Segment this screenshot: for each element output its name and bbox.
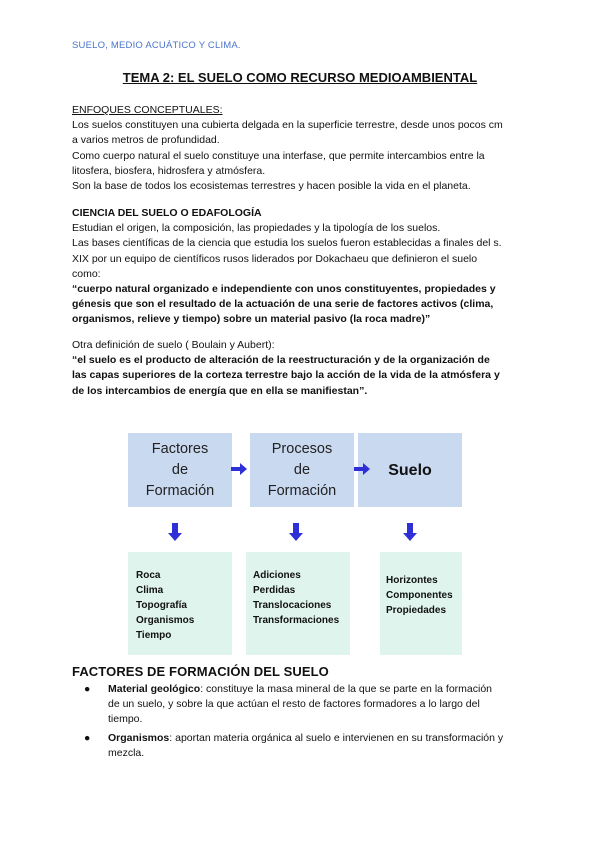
- quote-line: génesis que son el resultado de la actuación de una serie de factores activos (clima,: [72, 298, 494, 311]
- list-item: [84, 682, 542, 728]
- page-title-text: TEMA 2: EL SUELO COMO RECURSO MEDIOAMBIENTAL: [122, 70, 478, 85]
- arrow-right-icon: [231, 463, 247, 475]
- diagram-list-item: Adiciones: [253, 570, 301, 581]
- text-line: Como cuerpo natural el suelo constituye una interfase, que permite intercambios entre la: [72, 149, 485, 162]
- page-title: [0, 70, 600, 85]
- section-otra-definicion: [72, 338, 542, 399]
- text-line: : constituye la masa mineral de la que se parte en la formación: [200, 683, 493, 695]
- text-line: a varios metros de profundidad.: [72, 134, 220, 147]
- text-line: : aportan materia orgánica al suelo e intervienen en su transformación y: [169, 731, 504, 744]
- diagram-list-item: Organismos: [136, 615, 195, 626]
- text-line: de un suelo, y sobre la que actúan el resto de factores formadores a lo largo del: [108, 698, 480, 711]
- quote-line: las capas superiores de la corteza terrestre bajo la acción de la vida de la atmósfera y: [72, 369, 500, 382]
- term: Organismos: [108, 731, 170, 744]
- diagram-list-suelo: [380, 552, 462, 655]
- text-line: XIX por un equipo de científicos rusos liderados por Dokachaeu que definieron el suelo: [72, 252, 478, 265]
- diagram-list-factores: [128, 552, 232, 655]
- text-line: Son la base de todos los ecosistemas terrestres y hacen posible la vida en el planeta.: [72, 180, 471, 193]
- arrow-down-icon: [168, 523, 182, 541]
- diagram-list-item: Topografía: [136, 600, 187, 611]
- quote-line: organismos, relieve y tiempo) sobre un material pasivo (la roca madre)”: [72, 313, 431, 326]
- bullet-icon: ●: [84, 683, 91, 695]
- arrow-right-icon: [354, 463, 370, 475]
- section-heading-enfoques: ENFOQUES CONCEPTUALES:: [72, 104, 223, 116]
- diagram-list-procesos: [246, 552, 350, 655]
- text-line: Las bases científicas de la ciencia que estudia los suelos fueron establecidas a finales del s.: [72, 237, 502, 250]
- arrow-down-icon: [403, 523, 417, 541]
- text-line: Los suelos constituyen una cubierta delgada en la superficie terrestre, desde unos pocos cm: [72, 119, 503, 132]
- section-heading-factores: FACTORES DE FORMACIÓN DEL SUELO: [72, 664, 329, 679]
- diagram-list-item: Horizontes: [386, 575, 438, 586]
- diagram-box-line: Formación: [267, 482, 337, 499]
- diagram-list-item: Transformaciones: [253, 615, 340, 626]
- diagram-box-line: de: [171, 461, 189, 478]
- factores-list: [84, 682, 542, 764]
- diagram-list-item: Componentes: [386, 590, 453, 601]
- diagram-list-item: Propiedades: [386, 605, 447, 616]
- quote-line: “cuerpo natural organizado e independiente con unos constituyentes, propiedades y: [72, 283, 496, 296]
- diagram-box-line: Procesos: [271, 440, 333, 457]
- diagram-list-item: Roca: [136, 570, 161, 581]
- soil-formation-diagram: [128, 433, 462, 655]
- text-line: mezcla.: [108, 746, 145, 759]
- section-heading-ciencia: CIENCIA DEL SUELO O EDAFOLOGÍA: [72, 207, 262, 219]
- list-item: [84, 731, 542, 761]
- diagram-list-item: Tiempo: [136, 630, 172, 641]
- text-line: Estudian el origen, la composición, las propiedades y la tipología de los suelos.: [72, 222, 441, 235]
- diagram-box-line: de: [293, 461, 311, 478]
- diagram-box-factores: [128, 433, 232, 507]
- text-line: como:: [72, 267, 101, 280]
- diagram-box-procesos: [250, 433, 354, 507]
- bullet-icon: ●: [84, 731, 91, 744]
- section-ciencia: [72, 206, 542, 328]
- quote-line: de los intercambios de energía que en ella se manifiestan”.: [72, 384, 368, 397]
- text-line: Otra definición de suelo ( Boulain y Aubert):: [72, 339, 275, 351]
- term: Material geológico: [108, 683, 201, 695]
- diagram-list-item: Clima: [136, 585, 164, 596]
- text-line: litosfera, biosfera, hidrosfera y atmósfera.: [72, 164, 266, 177]
- arrow-down-icon: [289, 523, 303, 541]
- diagram-box-line: Formación: [145, 482, 215, 499]
- quote-line: “el suelo es el producto de alteración de la reestructuración y de la organización de: [72, 354, 490, 367]
- text-line: tiempo.: [108, 713, 143, 726]
- running-header: SUELO, MEDIO ACUÁTICO Y CLIMA.: [72, 40, 241, 51]
- section-enfoques: [72, 103, 542, 194]
- diagram-box-line: Suelo: [388, 461, 432, 479]
- diagram-list-item: Perdidas: [253, 585, 296, 596]
- diagram-box-line: Factores: [151, 440, 209, 457]
- diagram-list-item: Translocaciones: [253, 600, 332, 611]
- diagram-box-suelo: [358, 433, 462, 507]
